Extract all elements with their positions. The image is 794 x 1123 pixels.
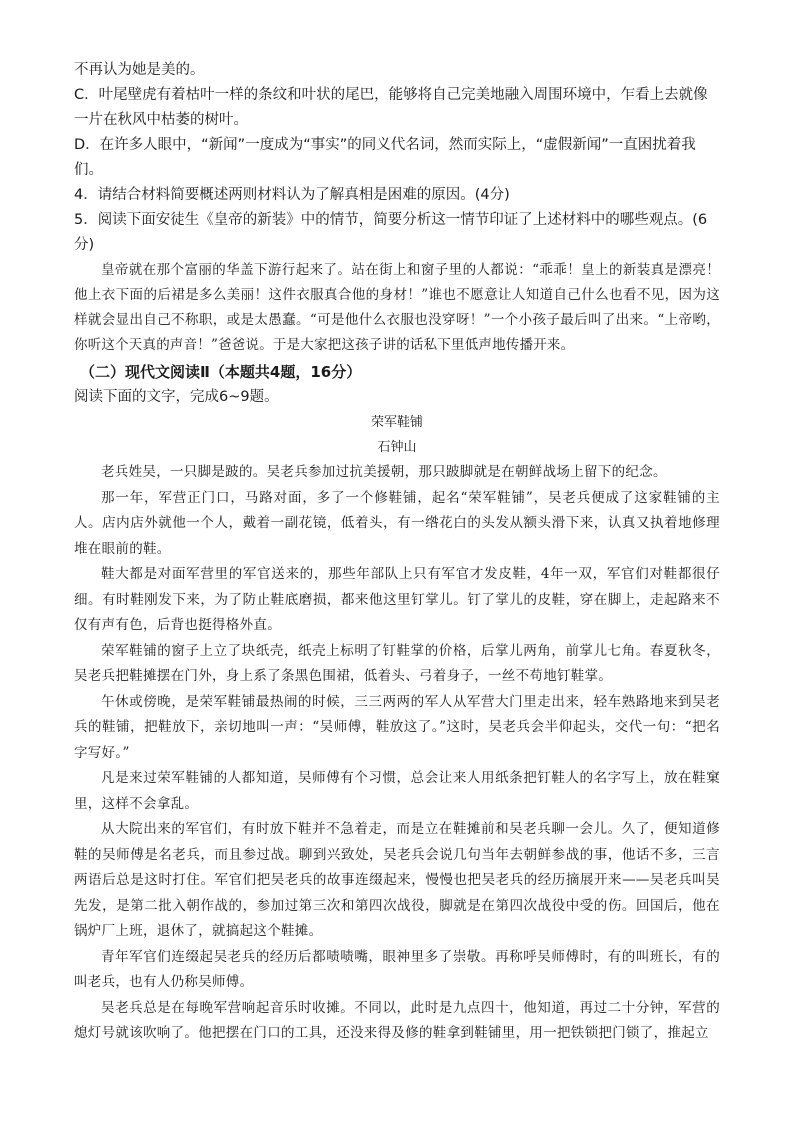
option-d: D．在许多人眼中，“新闻”一度成为“事实”的同义代名词，然而实际上，“虚假新闻”一直困扰着我们。 — [74, 137, 696, 178]
paragraph: 吴老兵总是在每晚军营响起音乐时收摊。不同以，此时是九点四十，他知道，再过二十分钟，军营的熄灯号就该吹响了。他把摆在门口的工具，还没来得及修的鞋拿到鞋铺里，用一把铁锁把门锁了，推起立 — [74, 999, 720, 1041]
option-c: C．叶尾壁虎有着枯叶一样的条纹和叶状的尾巴，能够将自己完美地融入周围环境中，乍看上去就像一片在秋风中枯萎的树叶。 — [74, 87, 708, 128]
paragraph: 凡是来过荣军鞋铺的人都知道，吴师傅有个习惯，总会让来人用纸条把钉鞋人的名字写上，放在鞋窠里，这样不会拿乱。 — [74, 770, 720, 812]
section-instruction: 阅读下面的文字，完成6~9题。 — [74, 389, 279, 405]
question-5: 5．阅读下面安徒生《皇帝的新装》中的情节，简要分析这一情节印证了上述材料中的哪些观点。(6分) — [74, 212, 708, 253]
paragraph: 老兵姓吴，一只脚是跛的。吴老兵参加过抗美援朝，那只跛脚就是在朝鲜战场上留下的纪念。 — [101, 464, 667, 480]
paragraph: 青年军官们连缀起吴老兵的经历后都啧啧嘴，眼神里多了崇敬。再称呼吴师傅时，有的叫班长，有的叫老兵，也有人仍称吴师傅。 — [74, 948, 720, 990]
option-cont: 不再认为她是美的。 — [74, 62, 205, 78]
paragraph: 午休或傍晚，是荣军鞋铺最热闹的时候，三三两两的军人从军营大门里走出来，轻车熟路地来到吴老兵的鞋铺，把鞋放下，亲切地叫一声：“吴师傅，鞋放这了。”这时，吴老兵会半仰起头，交代一句：“把名字写好。” — [74, 693, 720, 761]
paragraph: 那一年，军营正门口，马路对面，多了一个修鞋铺，起名“荣军鞋铺”，吴老兵便成了这家鞋铺的主人。店内店外就他一个人，戴着一副花镜，低着头，有一绺花白的头发从额头滑下来，认真又执着地修理堆在眼前的鞋。 — [74, 489, 720, 557]
story-title: 荣军鞋铺 — [370, 415, 423, 430]
paragraph: 荣军鞋铺的窗子上立了块纸壳，纸壳上标明了钉鞋掌的价格，后掌儿两角，前掌儿七角。春夏秋冬，吴老兵把鞋摊摆在门外，身上系了条黑色围裙，低着头、弓着身子，一丝不苟地钉鞋掌。 — [74, 642, 720, 684]
paragraph: 鞋大都是对面军营里的军官送来的，那些年部队上只有军官才发皮鞋，4年一双，军官们对鞋都很仔细。有时鞋刚发下来，为了防止鞋底磨损，都来他这里钉掌儿。钉了掌儿的皮鞋，穿在脚上，走起路来不仅有声有色，后背也挺得格外直。 — [74, 566, 720, 633]
section-heading: （二）现代文阅读Ⅱ（本题共4题，16分） — [80, 363, 362, 381]
paragraph: 从大院出来的军官们，有时放下鞋并不急着走，而是立在鞋摊前和吴老兵聊一会儿。久了，便知道修鞋的吴师傅是名老兵，而且参过战。聊到兴致处，吴老兵会说几句当年去朝鲜参战的事，他话不多，三言两语后总是这时打住。军官们把吴老兵的故事连缀起来，慢慢也把吴老兵的经历摘展开来——吴老兵叫吴先发，是第二批入朝作战的，参加过第三次和第四次战役，脚就是在第四次战役中受的伤。回国后，他在锅炉厂上班，退休了，就搞起这个鞋摊。 — [74, 821, 720, 939]
story-author: 石钟山 — [377, 440, 417, 455]
question-4: 4．请结合材料简要概述两则材料认为了解真相是困难的原因。(4分) — [74, 187, 510, 203]
quote-passage: 皇帝就在那个富丽的华盖下游行起来了。站在街上和窗子里的人都说：“乖乖！皇上的新装真是漂亮！他上衣下面的后裙是多么美丽！这件衣服真合他的身材！”谁也不愿意让人知道自己什么也看不见，因为这样就会显出自己不称职，或是太愚蠢。“可是他什么衣服也没穿呀！”一个小孩子最后叫了出来。“上帝哟，你听这个天真的声音！”爸爸说。于是大家把这孩子讲的话私下里低声地传播开来。 — [74, 262, 720, 353]
